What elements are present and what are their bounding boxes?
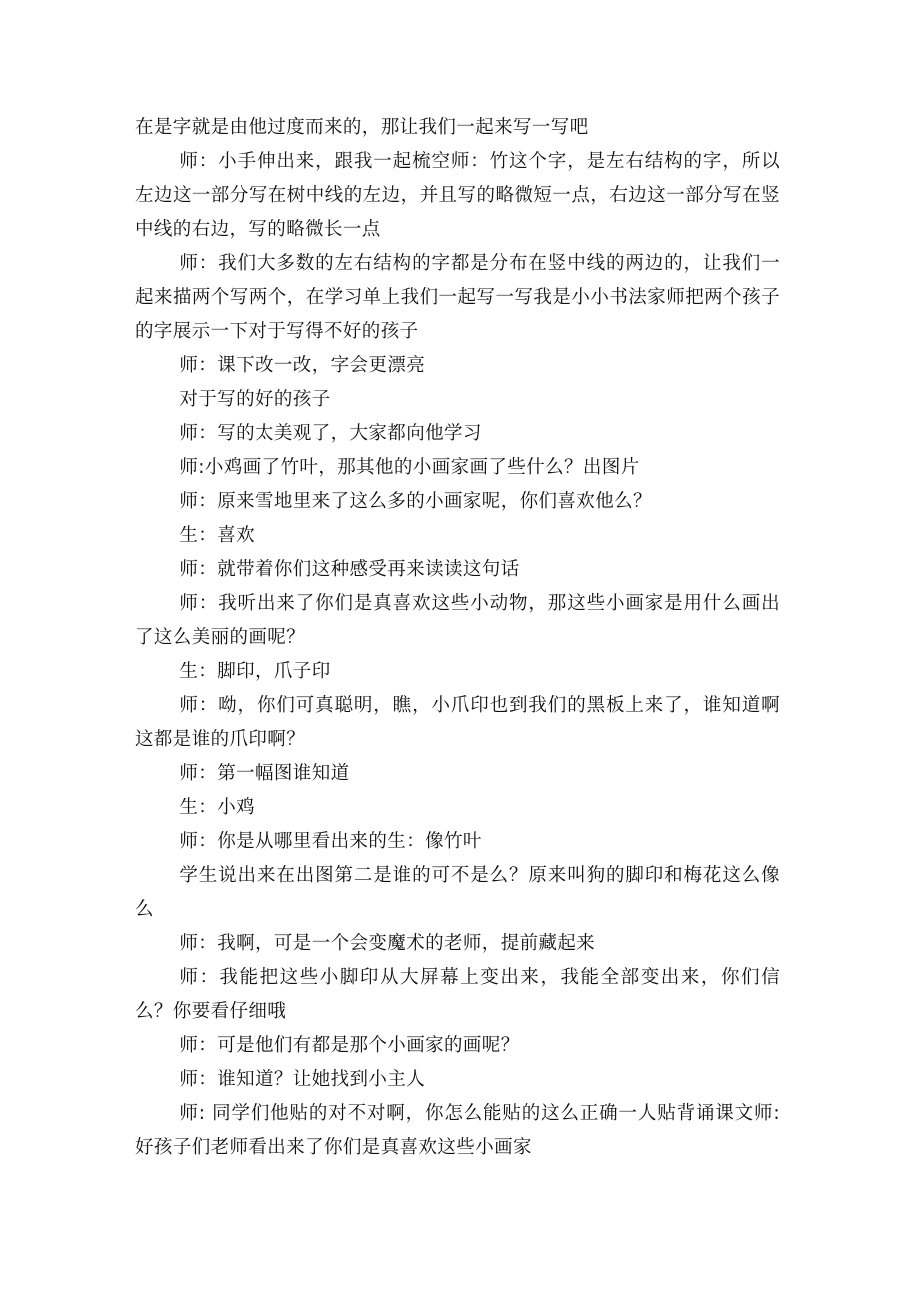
- paragraph-6: 师：写的太美观了，大家都向他学习: [179, 423, 482, 444]
- paragraph-12: 生：脚印，爪子印: [179, 661, 331, 682]
- paragraph-20: 师：可是他们有都是那个小画家的画呢？: [179, 1035, 520, 1056]
- paragraph-15: 生：小鸡: [179, 797, 255, 818]
- paragraph-8: 师：原来雪地里来了这么多的小画家呢，你们喜欢他么？: [179, 491, 652, 512]
- paragraph-1: 在是字就是由他过度而来的，那让我们一起来写一写吧: [135, 117, 589, 138]
- paragraph-21: 师：谁知道？让她找到小主人: [179, 1069, 426, 1090]
- paragraph-14: 师：第一幅图谁知道: [179, 763, 350, 784]
- paragraph-3: 师：我们大多数的左右结构的字都是分布在竖中线的两边的，让我们一起来描两个写两个，在学习单上我们一起写一写我是小小书法家师把两个孩子的字展示一下对于写得不好的孩子: [135, 253, 780, 342]
- paragraph-10: 师：就带着你们这种感受再来读读这句话: [179, 559, 520, 580]
- paragraph-16: 师：你是从哪里看出来的生：像竹叶: [179, 831, 482, 852]
- paragraph-13: 师：呦，你们可真聪明，瞧，小爪印也到我们的黑板上来了，谁知道啊这都是谁的爪印啊？: [135, 695, 780, 750]
- paragraph-22: 师: 同学们他贴的对不对啊，你怎么能贴的这么正确一人贴背诵课文师:好孩子们老师看出来了你们是真喜欢这些小画家: [135, 1103, 780, 1158]
- paragraph-9: 生：喜欢: [179, 525, 255, 546]
- paragraph-2: 师：小手伸出来，跟我一起梳空师：竹这个字，是左右结构的字，所以左边这一部分写在树中线的左边，并且写的略微短一点，右边这一部分写在竖中线的右边，写的略微长一点: [135, 151, 780, 240]
- paragraph-17: 学生说出来在出图第二是谁的可不是么？原来叫狗的脚印和梅花这么像么: [135, 865, 780, 920]
- paragraph-19: 师：我能把这些小脚印从大屏幕上变出来，我能全部变出来，你们信么？你要看仔细哦: [135, 967, 780, 1022]
- paragraph-7: 师:小鸡画了竹叶，那其他的小画家画了些什么？出图片: [179, 457, 640, 478]
- paragraph-5: 对于写的好的孩子: [179, 389, 331, 410]
- paragraph-4: 师：课下改一改，字会更漂亮: [179, 355, 426, 376]
- paragraph-18: 师：我啊，可是一个会变魔术的老师，提前藏起来: [179, 933, 596, 954]
- document-body: [135, 111, 780, 1165]
- paragraph-11: 师：我听出来了你们是真喜欢这些小动物，那这些小画家是用什么画出了这么美丽的画呢？: [135, 593, 780, 648]
